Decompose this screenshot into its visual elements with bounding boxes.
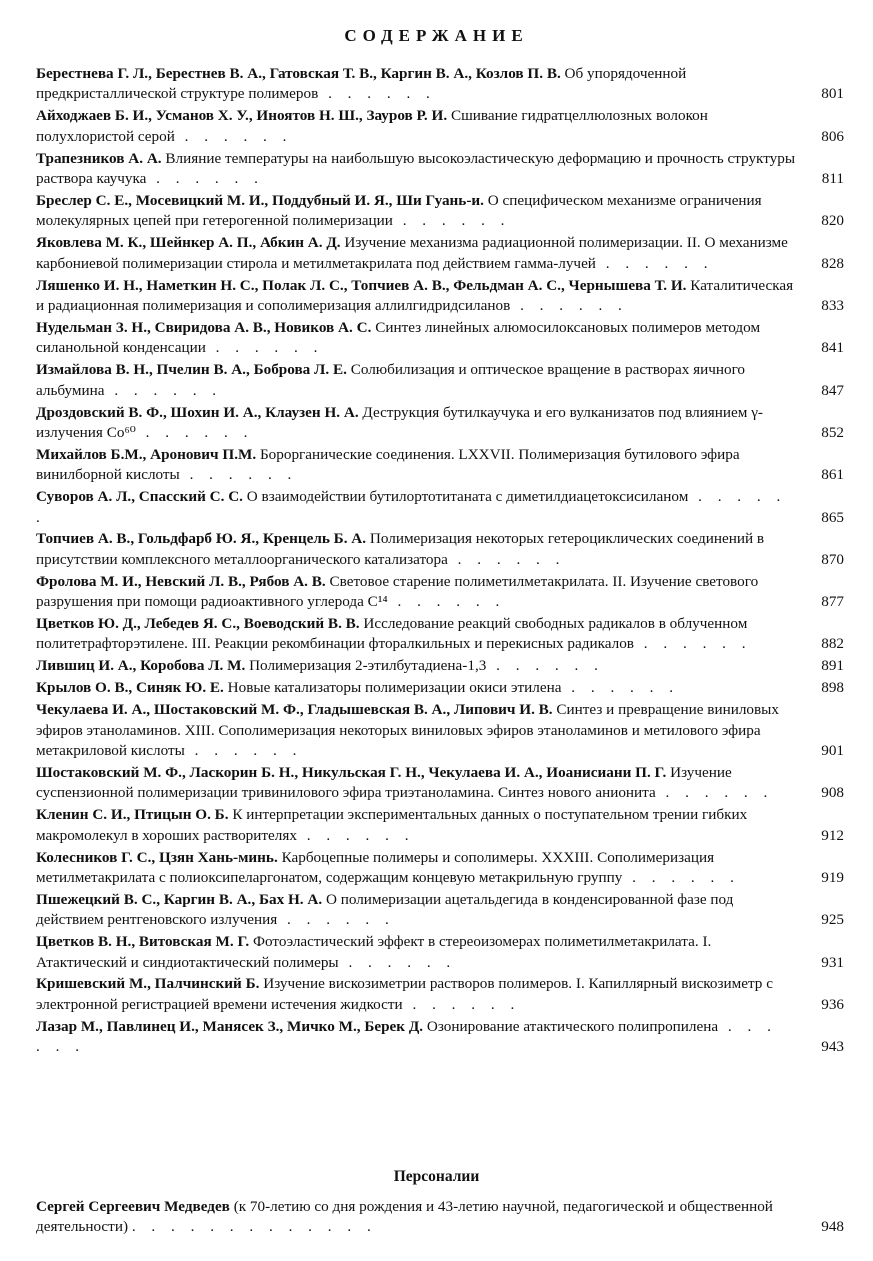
toc-entry — [36, 678, 844, 698]
entry-page-number: 861 — [821, 466, 844, 484]
toc-entry — [36, 233, 844, 274]
toc-entry — [36, 445, 844, 486]
entry-page-number: 912 — [821, 826, 844, 844]
dot-leader: . . . . . . — [633, 635, 752, 653]
entry-title: Синтез линейных алюмосилоксановых полимеров методом силанольной конденсации — [36, 318, 761, 357]
entry-page-number: 847 — [821, 381, 844, 399]
toc-entry — [36, 932, 844, 973]
entry-title: Полимеризация некоторых гетероциклических соединений в присутствии комплексного металлоорганического катализатора — [36, 530, 765, 568]
dot-leader: . . . . . . — [402, 995, 521, 1013]
dot-leader: . . . . . . — [338, 953, 457, 971]
entry-authors: Бреслер С. Е., Мосевицкий М. И., Поддубный И. Я., Ши Гуань-и. — [36, 191, 484, 209]
entry-authors: Яковлева М. К., Шейнкер А. П., Абкин А. Д. — [36, 234, 341, 252]
dot-leader: . . . . . . — [179, 466, 298, 484]
entry-page-number: 833 — [821, 296, 844, 314]
entry-title: Изучение вискозиметрии растворов полимеров. I. Капиллярный вискозиметр с электронной регистрацией времени истечения жидкости — [36, 975, 773, 1013]
entry-title: (к 70-летию со дня рождения и 43-летию научной, педагогической и общественной деятельности) — [36, 1198, 773, 1236]
toc-entry — [36, 403, 844, 444]
dot-leader: . . . . . . — [387, 593, 506, 611]
entry-authors: Лазар М., Павлинец И., Манясек З., Мичко М., Берек Д. — [36, 1017, 424, 1035]
dot-leader: . . . . . . — [561, 679, 680, 697]
entry-title: Изучение механизма радиационной полимеризации. II. О механизме карбониевой полимеризации стирола и метилметакрилата под действием гамма-лучей — [36, 234, 788, 272]
dot-leader: . . . . . . — [36, 488, 787, 526]
entry-authors: Чекулаева И. А., Шостаковский М. Ф., Гладышевская В. А., Липович И. В. — [36, 701, 553, 719]
entry-authors: Михайлов Б.М., Аронович П.М. — [36, 445, 257, 463]
entry-authors: Измайлова В. Н., Пчелин В. А., Боброва Л. Е. — [36, 361, 347, 379]
entry-page-number: 882 — [821, 635, 844, 653]
entry-page-number: 925 — [821, 911, 844, 929]
dot-leader: . . . . . . — [36, 1017, 777, 1056]
entry-page-number: 931 — [821, 953, 844, 971]
persona-entry — [36, 1197, 844, 1238]
entry-authors: Топчиев А. В., Гольдфарб Ю. Я., Кренцель Б. А. — [36, 530, 367, 548]
entry-page-number: 901 — [821, 742, 844, 759]
entry-page-number: 806 — [821, 127, 844, 145]
entry-title: Сшивание гидратцеллюлозных волокон полухлористой серой — [36, 107, 708, 145]
toc-entry — [36, 1017, 844, 1058]
entry-authors: Фролова М. И., Невский Л. В., Рябов А. В. — [36, 572, 326, 590]
toc-entry — [36, 848, 844, 889]
entry-authors: Крылов О. В., Синяк Ю. Е. — [36, 679, 224, 697]
entry-authors: Кришевский М., Палчинский Б. — [36, 975, 260, 993]
dot-leader: . . . . . . — [486, 657, 604, 675]
dot-leader: . . . . . . — [655, 784, 774, 802]
entry-title: Полимеризация 2-этилбутадиена-1,3 — [249, 657, 487, 675]
entry-page-number: 820 — [821, 212, 844, 230]
toc-entry — [36, 149, 844, 190]
entry-title: О полимеризации ацетальдегида в конденсированной фазе под действием рентгеновского излучения — [36, 890, 734, 929]
entry-title: О специфическом механизме ограничения молекулярных цепей при гетерогенной полимеризации — [36, 191, 762, 230]
entry-page-number: 841 — [821, 339, 844, 357]
entry-authors: Сергей Сергеевич Медведев — [36, 1198, 230, 1215]
entry-title: Каталитическая и радиационная полимеризация и сополимеризация аллилгидридсиланов — [36, 276, 794, 314]
entry-authors: Колесников Г. С., Цзян Хань-минь. — [36, 848, 278, 866]
toc-entry — [36, 276, 844, 317]
entry-page-number: 828 — [821, 254, 844, 272]
entry-page-number: 891 — [821, 657, 844, 675]
entry-authors: Дроздовский В. Ф., Шохин И. А., Клаузен Н. А. — [36, 403, 359, 421]
entry-page-number: 801 — [821, 85, 844, 103]
toc-entry — [36, 614, 844, 655]
dot-leader: . . . . . . . . . . . . . — [131, 1218, 377, 1236]
entry-authors: Трапезников А. А. — [36, 149, 162, 167]
dot-leader: . . . . . . — [447, 550, 566, 568]
entry-title: Фотоэластический эффект в стереоизомерах полиметилметакрилата. I. Атактический и синдиотактический полимеры — [36, 933, 712, 971]
entry-authors: Лившиц И. А., Коробова Л. М. — [36, 657, 246, 675]
entry-title: Синтез и превращение виниловых эфиров этаноламинов. XIII. Сополимеризация некоторых виниловых эфиров этаноламинов и метилового эфира метакриловой кислоты — [36, 701, 779, 759]
entry-authors: Берестнева Г. Л., Берестнев В. А., Гатовская Т. В., Каргин В. А., Козлов П. В. — [36, 65, 561, 82]
entry-authors: Пшежецкий В. С., Каргин В. А., Бах Н. А. — [36, 890, 323, 908]
toc-entry — [36, 700, 844, 761]
entry-title: Карбоцепные полимеры и сополимеры. XXXIII. Сополимеризация метилметакрилата с полиоксипеларгонатом, содержащим концевую метакрильную группу — [36, 848, 715, 886]
toc-entry — [36, 64, 844, 105]
dot-leader: . . . . . . — [104, 381, 223, 399]
toc-entry — [36, 318, 844, 359]
entry-authors: Кленин С. И., Птицын О. Б. — [36, 806, 229, 824]
toc-entry — [36, 360, 844, 401]
toc-list — [36, 64, 844, 1059]
dot-leader: . . . . . . — [205, 339, 324, 357]
toc-entry — [36, 805, 844, 846]
dot-leader: . . . . . . — [174, 127, 293, 145]
entry-page-number: 898 — [821, 679, 844, 697]
entry-page-number: 936 — [821, 995, 844, 1013]
dot-leader: . . . . . . — [510, 296, 628, 314]
toc-entry — [36, 763, 844, 804]
dot-leader: . . . . . . — [318, 85, 436, 103]
entry-authors: Цветков Ю. Д., Лебедев Я. С., Воеводский В. В. — [36, 615, 360, 633]
entry-title: Об упорядоченной предкристаллической структуре полимеров — [36, 65, 687, 103]
entry-authors: Нудельман З. Н., Свиридова А. В., Новиков А. С. — [36, 318, 372, 336]
entry-page-number: 919 — [821, 868, 844, 886]
entry-title: Изучение суспензионной полимеризации тривинилового эфира триэтаноламина. Синтез нового анионита — [36, 763, 732, 802]
entry-authors: Шостаковский М. Ф., Ласкорин Б. Н., Никульская Г. Н., Чекулаева И. А., Иоанисиани П. Г. — [36, 763, 667, 781]
section-heading: Персоналии — [393, 1168, 480, 1185]
entry-title: Исследование реакций свободных радикалов в облученном политетрафторэтилене. III. Реакции рекомбинации фторалкильных и перекисных радикалов — [36, 615, 748, 653]
toc-entry — [36, 191, 844, 232]
dot-leader: . . . . . . — [277, 911, 395, 929]
entry-page-number: 948 — [821, 1218, 844, 1236]
entry-title: Влияние температуры на наибольшую высокоэластическую деформацию и прочность структуры раствора каучука — [36, 149, 796, 188]
entry-page-number: 870 — [821, 550, 844, 568]
entry-title: Деструкция бутилкаучука и его вулканизатов под влиянием γ-излучения Co⁶⁰ — [36, 403, 763, 441]
page-title: СОДЕРЖАНИЕ — [344, 26, 529, 45]
entry-title: Озонирование атактического полипропилена — [426, 1017, 719, 1035]
entry-page-number: 908 — [821, 784, 844, 802]
entry-authors: Ляшенко И. Н., Наметкин Н. С., Полак Л. С., Топчиев А. В., Фельдман А. С., Чернышева Т. И. — [36, 276, 687, 294]
toc-entry — [36, 974, 844, 1015]
toc-entry — [36, 106, 844, 147]
dot-leader: . . . . . . — [392, 212, 511, 230]
entry-title: К интерпретации экспериментальных данных о поступательном трении гибких макромолекул в хороших растворителях — [36, 806, 748, 844]
entry-title: Световое старение полиметилметакрилата. II. Изучение светового разрушения при помощи радиоактивного углерода C¹⁴ — [36, 572, 759, 611]
entry-page-number: 852 — [821, 423, 844, 441]
dot-leader: . . . . . . — [146, 170, 264, 188]
entry-title: Борорганические соединения. LXXVII. Полимеризация бутилового эфира винилборной кислоты — [36, 445, 740, 484]
toc-entry — [36, 572, 844, 613]
toc-entry — [36, 529, 844, 570]
entry-authors: Айходжаев Б. И., Усманов Х. У., Иноятов Н. Ш., Зауров Р. И. — [36, 107, 448, 125]
dot-leader: . . . . . . — [622, 868, 740, 886]
dot-leader: . . . . . . — [135, 423, 254, 441]
dot-leader: . . . . . . — [296, 826, 415, 844]
dot-leader: . . . . . . — [184, 742, 303, 759]
toc-entry — [36, 487, 844, 528]
entry-page-number: 943 — [821, 1038, 844, 1056]
entry-page-number: 877 — [821, 593, 844, 611]
entry-page-number: 811 — [821, 170, 844, 188]
dot-leader: . . . . . . — [595, 254, 714, 272]
entry-page-number: 865 — [821, 508, 844, 526]
entry-title: Солюбилизация и оптическое вращение в растворах яичного альбумина — [36, 361, 746, 399]
toc-entry — [36, 890, 844, 931]
entry-authors: Суворов А. Л., Спасский С. С. — [36, 488, 243, 506]
entry-authors: Цветков В. Н., Витовская М. Г. — [36, 933, 250, 951]
entry-title: О взаимодействии бутилортотитаната с диметилдиацетоксисиланом — [246, 488, 689, 506]
entry-title: Новые катализаторы полимеризации окиси этилена — [227, 679, 562, 697]
toc-entry — [36, 656, 844, 676]
